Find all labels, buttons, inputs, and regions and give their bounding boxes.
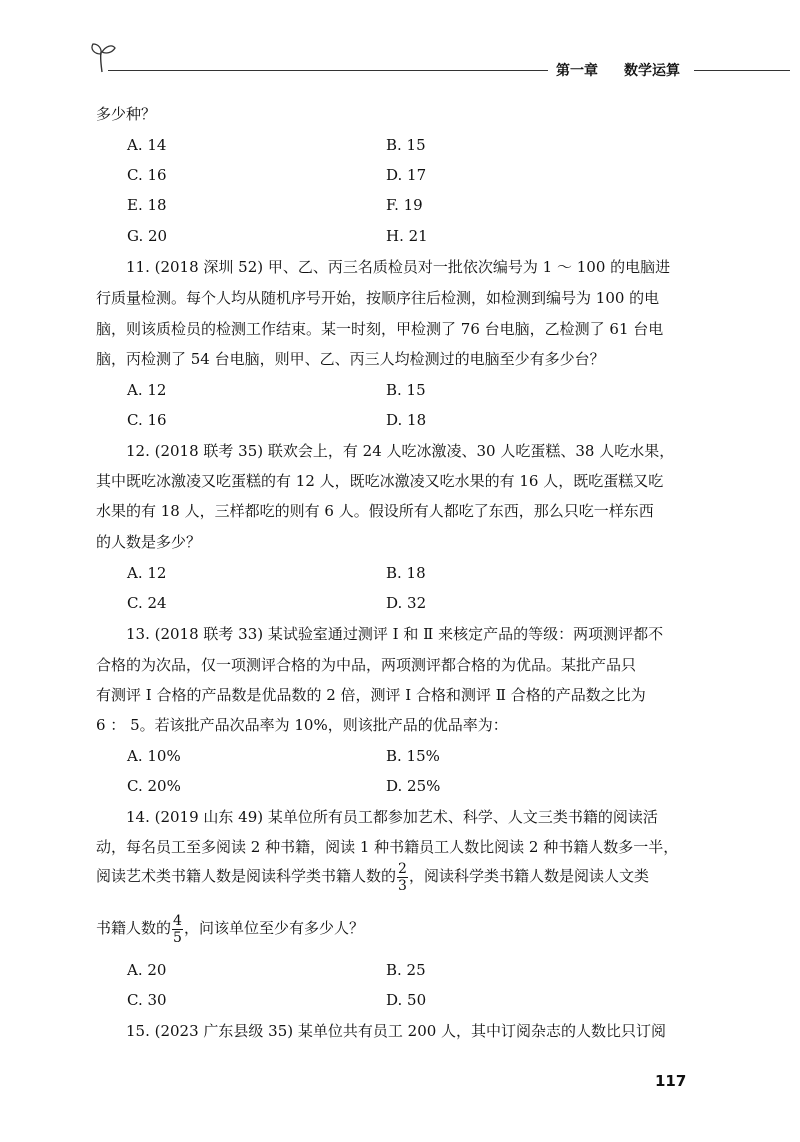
q14-option-c: C. 30 bbox=[127, 991, 167, 1009]
q14-line-4-pre: 书籍人数的 bbox=[96, 919, 172, 937]
q14-option-a: A. 20 bbox=[127, 961, 167, 979]
q14-option-b: B. 25 bbox=[386, 961, 426, 979]
q12-option-a: A. 12 bbox=[127, 564, 167, 582]
carry-over-text: 多少种？ bbox=[96, 105, 157, 123]
q13-line-3: 有测评 Ⅰ 合格的产品数是优品数的 2 倍，测评 Ⅰ 合格和测评 Ⅱ 合格的产品数之比为 bbox=[96, 686, 646, 704]
q14-line-3 bbox=[96, 858, 649, 894]
q14-fraction-1 bbox=[397, 861, 408, 894]
q13-line-1: 13. (2018 联考 33) 某试验室通过测评 Ⅰ 和 Ⅱ 来核定产品的等级：两项测评都不 bbox=[126, 625, 664, 643]
q13-line-4: 6 ： 5。若该批产品次品率为 10%，则该批产品的优品率为： bbox=[96, 716, 508, 734]
q11-line-3: 脑，则该质检员的检测工作结束。某一时刻，甲检测了 76 台电脑，乙检测了 61 台电 bbox=[96, 320, 664, 338]
q14-line-2: 动，每名员工至多阅读 2 种书籍，阅读 1 种书籍员工人数比阅读 2 种书籍人数多一半， bbox=[96, 838, 679, 856]
q11-option-d: D. 18 bbox=[386, 411, 427, 429]
q13-line-2: 合格的为次品，仅一项测评合格的为中品，两项测评都合格的为优品。某批产品只 bbox=[96, 656, 637, 674]
q10-option-b: B. 15 bbox=[386, 136, 426, 154]
q12-option-b: B. 18 bbox=[386, 564, 426, 582]
q15-line-1: 15. (2023 广东县级 35) 某单位共有员工 200 人，其中订阅杂志的人数比只订阅 bbox=[126, 1022, 667, 1040]
q14-fraction-1-numerator: 2 bbox=[398, 860, 407, 877]
q10-option-h: H. 21 bbox=[386, 227, 428, 245]
q14-fraction-2-denominator: 5 bbox=[173, 929, 182, 946]
chapter-label: 第一章 bbox=[556, 63, 598, 79]
header-rule-left bbox=[108, 70, 548, 71]
q10-option-g: G. 20 bbox=[127, 227, 168, 245]
q11-line-1: 11. (2018 深圳 52) 甲、乙、丙三名质检员对一批依次编号为 1 ～ 100 的电脑进 bbox=[126, 258, 671, 276]
chapter-title: 数学运算 bbox=[624, 63, 680, 79]
q14-line-4-post: ，问该单位至少有多少人？ bbox=[183, 919, 364, 937]
q12-line-1: 12. (2018 联考 35) 联欢会上，有 24 人吃冰激凌、30 人吃蛋糕、38 人吃水果， bbox=[126, 442, 675, 460]
q12-option-c: C. 24 bbox=[127, 594, 167, 612]
page-number: 117 bbox=[655, 1072, 687, 1090]
q12-line-3: 水果的有 18 人，三样都吃的则有 6 人。假设所有人都吃了东西，那么只吃一样东西 bbox=[96, 502, 654, 520]
q14-line-4 bbox=[96, 910, 364, 946]
q13-option-a: A. 10% bbox=[127, 747, 181, 765]
q10-option-f: F. 19 bbox=[386, 196, 423, 214]
q10-option-c: C. 16 bbox=[127, 166, 167, 184]
q14-fraction-2 bbox=[172, 913, 183, 946]
q12-line-4: 的人数是多少？ bbox=[96, 533, 202, 551]
q14-fraction-1-denominator: 3 bbox=[398, 877, 407, 894]
q10-option-d: D. 17 bbox=[386, 166, 427, 184]
q11-line-2: 行质量检测。每个人均从随机序号开始，按顺序往后检测，如检测到编号为 100 的电 bbox=[96, 289, 660, 307]
q10-option-a: A. 14 bbox=[127, 136, 167, 154]
q11-option-c: C. 16 bbox=[127, 411, 167, 429]
q12-option-d: D. 32 bbox=[386, 594, 427, 612]
q12-line-2: 其中既吃冰激凌又吃蛋糕的有 12 人，既吃冰激凌又吃水果的有 16 人，既吃蛋糕又吃 bbox=[96, 472, 664, 490]
q14-line-3-post: ，阅读科学类书籍人数是阅读人文类 bbox=[408, 867, 649, 885]
q14-line-3-pre: 阅读艺术类书籍人数是阅读科学类书籍人数的 bbox=[96, 867, 397, 885]
q13-option-b: B. 15% bbox=[386, 747, 440, 765]
q10-option-e: E. 18 bbox=[127, 196, 167, 214]
q13-option-d: D. 25% bbox=[386, 777, 441, 795]
q14-line-1: 14. (2019 山东 49) 某单位所有员工都参加艺术、科学、人文三类书籍的阅读活 bbox=[126, 808, 658, 826]
q11-line-4: 脑，丙检测了 54 台电脑，则甲、乙、丙三人均检测过的电脑至少有多少台？ bbox=[96, 350, 605, 368]
q14-fraction-2-numerator: 4 bbox=[173, 912, 182, 929]
q13-option-c: C. 20% bbox=[127, 777, 181, 795]
q11-option-b: B. 15 bbox=[386, 381, 426, 399]
q14-option-d: D. 50 bbox=[386, 991, 427, 1009]
header-rule-right bbox=[694, 70, 790, 71]
sprout-icon bbox=[88, 40, 118, 78]
q11-option-a: A. 12 bbox=[127, 381, 167, 399]
